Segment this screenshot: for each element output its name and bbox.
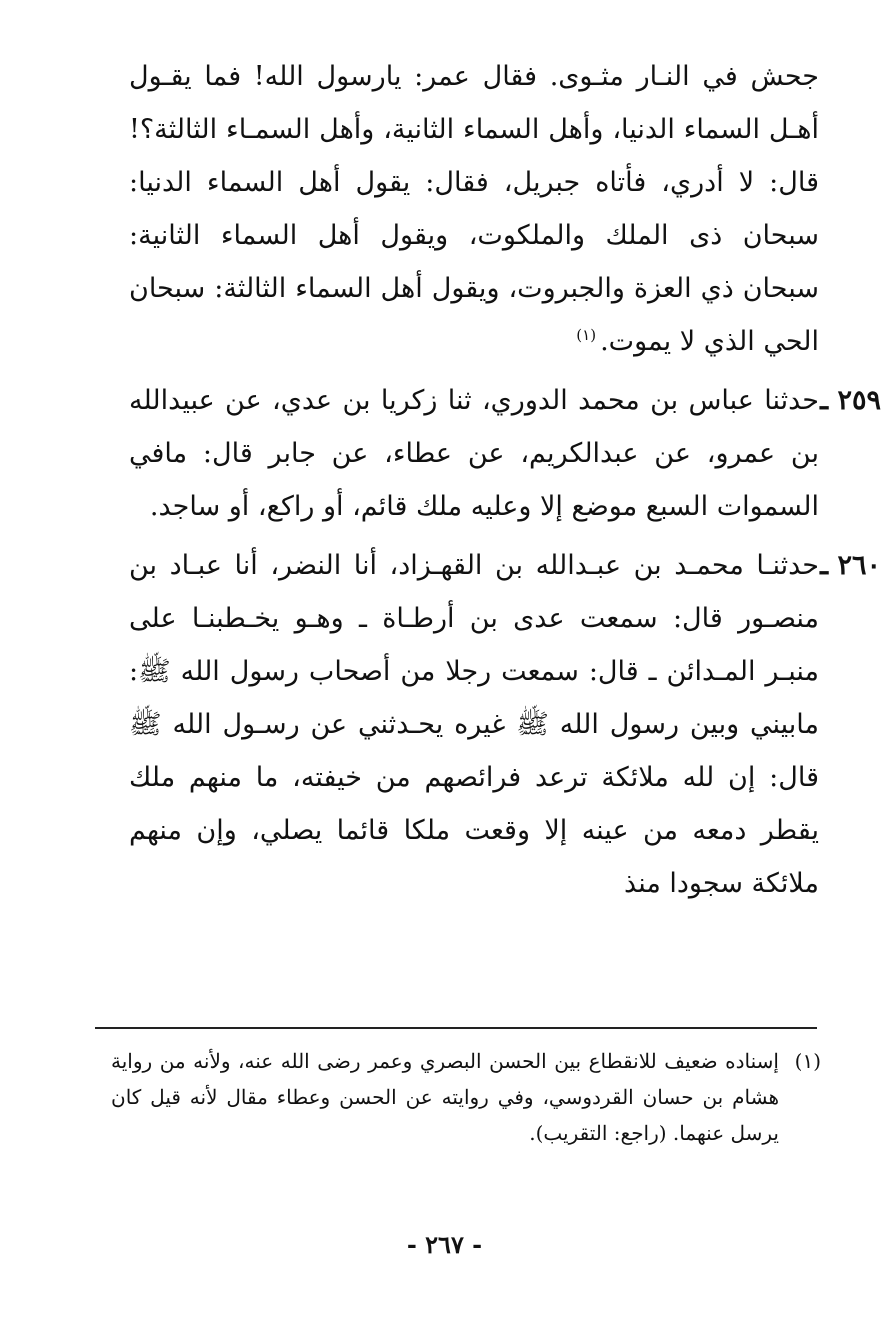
hadith-259 [129, 374, 881, 533]
hadith-number: ٢٦٠ ـ [820, 550, 881, 581]
footnotes-section [111, 1043, 821, 1151]
hadith-260 [129, 539, 881, 910]
footnote-mark: (١) [794, 1049, 821, 1073]
hadith-number: ٢٥٩ ـ [820, 385, 881, 416]
intro-paragraph [129, 50, 819, 368]
footnote-text: إسناده ضعيف للانقطاع بين الحسن البصري وعمر رضى الله عنه، ولأنه من رواية هشام بن حسان القردوسي، وفي روايته عن الحسن وعطاء مقال لأنه قيل كان يرسل عنهما. (راجع: التقريب). [111, 1049, 779, 1145]
main-text-block [129, 50, 881, 910]
footnote-divider [95, 1027, 817, 1029]
hadith-text: حدثنا عباس بن محمد الدوري، ثنا زكريا بن عدي، عن عبيدالله بن عمرو، عن عبدالكريم، عن عطاء، عن جابر قال: مافي السموات السبع موضع إلا وعليه ملك قائم، أو راكع، أو ساجد. [129, 385, 819, 522]
page-number: - ٢٦٧ - [406, 1230, 483, 1259]
hadith-text: حدثنـا محمـد بن عبـدالله بن القهـزاد، أنا النضر، أنا عبـاد بن منصـور قال: سمعت عدى بن أرطـاة ـ وهـو يخـطبنـا على منبـر المـدائن ـ قال: سمعت رجلا من أصحاب رسول الله ﷺ: مابيني وبين رسول الله ﷺ غيره يحـدثني عن رسـول الله ﷺ قال: إن لله ملائكة ترعد فرائصهم من خيفته، ما منهم ملك يقطر دمعه من عينه إلا وقعت ملكا قائما يصلي، وإن منهم ملائكة سجودا منذ [129, 550, 819, 899]
intro-paragraph-text: جحش في النـار مثـوى. فقال عمر: يارسول الله! فما يقـول أهـل السماء الدنيا، وأهل السماء الثانية، وأهل السمـاء الثالثة؟! قال: لا أدري، فأتاه جبريل، فقال: يقول أهل السماء الدنيا: سبحان ذى الملك والملكوت، ويقول أهل السماء الثانية: سبحان ذي العزة والجبروت، ويقول أهل السماء الثالثة: سبحان الحي الذي لا يموت. [129, 61, 819, 357]
footnote-reference: (١) [576, 326, 597, 344]
footnote-item [111, 1043, 821, 1151]
